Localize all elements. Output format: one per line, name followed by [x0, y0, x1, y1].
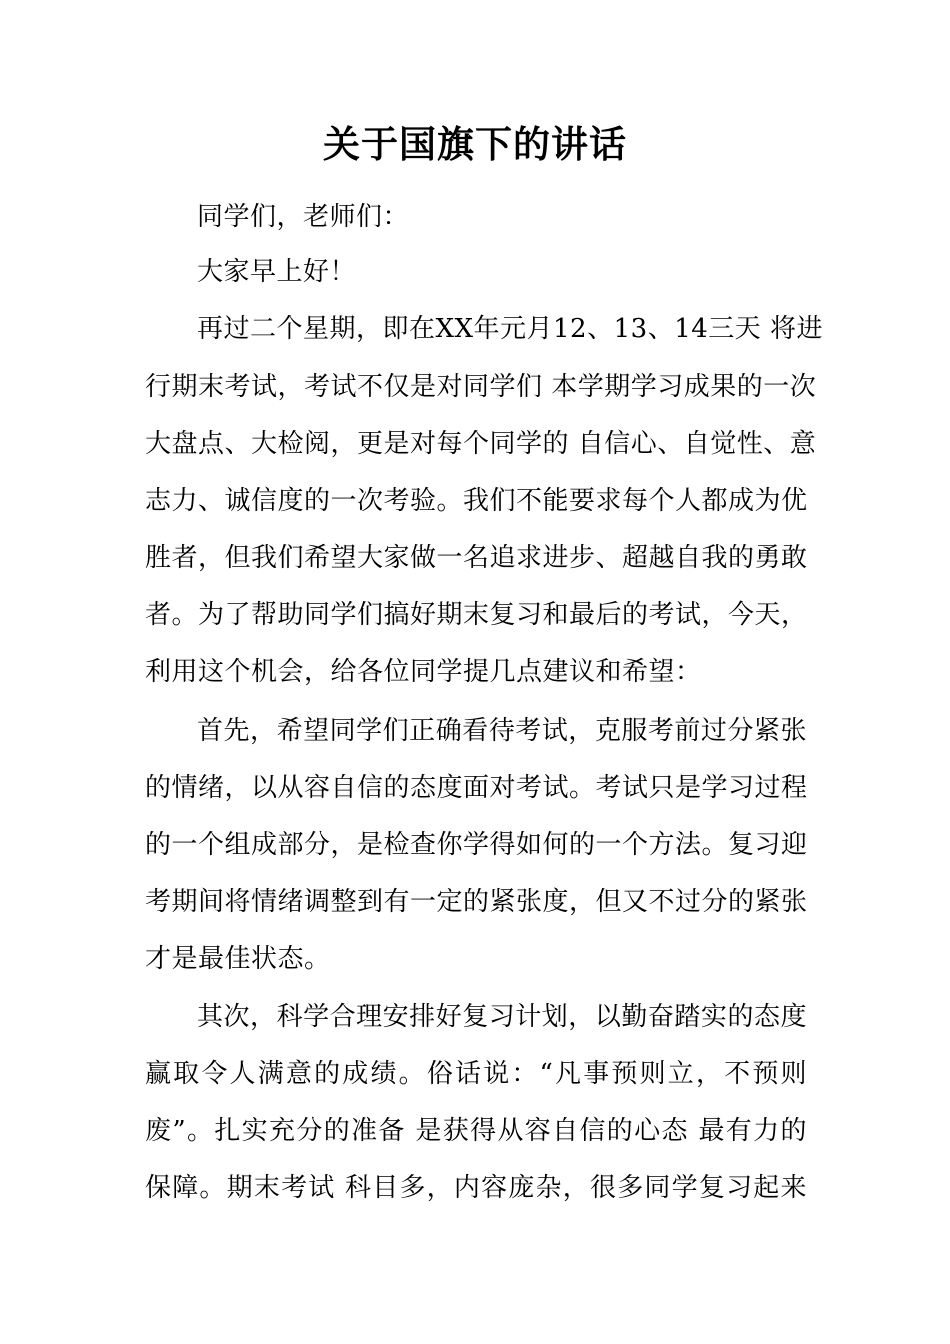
paragraph-1-line-4: 志力、诚信度的一次考验。我们不能要求每个人都成为优: [145, 486, 808, 516]
paragraph-1-line-2: 行期末考试，考试不仅是对同学们 本学期学习成果的一次: [145, 372, 817, 402]
paragraph-2-line-4: 考期间将情绪调整到有一定的紧张度，但又不过分的紧张: [145, 887, 808, 917]
paragraph-2-line-3: 的一个组成部分，是检查你学得如何的一个方法。复习迎: [145, 830, 808, 860]
paragraph-3-line-2: 赢取令人满意的成绩。俗话说：“凡事预则立，不预则: [145, 1059, 807, 1089]
paragraph-1-line-3: 大盘点、大检阅，更是对每个同学的 自信心、自觉性、意: [145, 429, 817, 459]
paragraph-1-line-7: 利用这个机会，给各位同学提几点建议和希望：: [145, 657, 702, 687]
paragraph-2-line-5: 才是最佳状态。: [145, 944, 331, 974]
document-title: 关于国旗下的讲话: [323, 122, 627, 166]
paragraph-3-line-3: 废”。扎实充分的准备 是获得从容自信的心态 最有力的: [145, 1116, 807, 1146]
paragraph-2-line-2: 的情绪，以从容自信的态度面对考试。考试只是学习过程: [145, 773, 808, 803]
paragraph-1-line-5: 胜者，但我们希望大家做一名追求进步、超越自我的勇敢: [145, 543, 808, 573]
paragraph-1-line-1: 再过二个星期，即在XX年元月12、13、14三天 将进: [197, 314, 824, 344]
greeting-line: 同学们，老师们：: [197, 202, 410, 232]
paragraph-3-line-4: 保障。期末考试 科目多，内容庞杂，很多同学复习起来: [145, 1173, 807, 1203]
paragraph-1-line-6: 者。为了帮助同学们搞好期末复习和最后的考试，今天，: [145, 600, 808, 630]
paragraph-3-line-1: 其次，科学合理安排好复习计划，以勤奋踏实的态度: [197, 1002, 807, 1032]
paragraph-2-line-1: 首先，希望同学们正确看待考试，克服考前过分紧张: [197, 716, 807, 746]
good-morning-line: 大家早上好！: [197, 257, 357, 287]
